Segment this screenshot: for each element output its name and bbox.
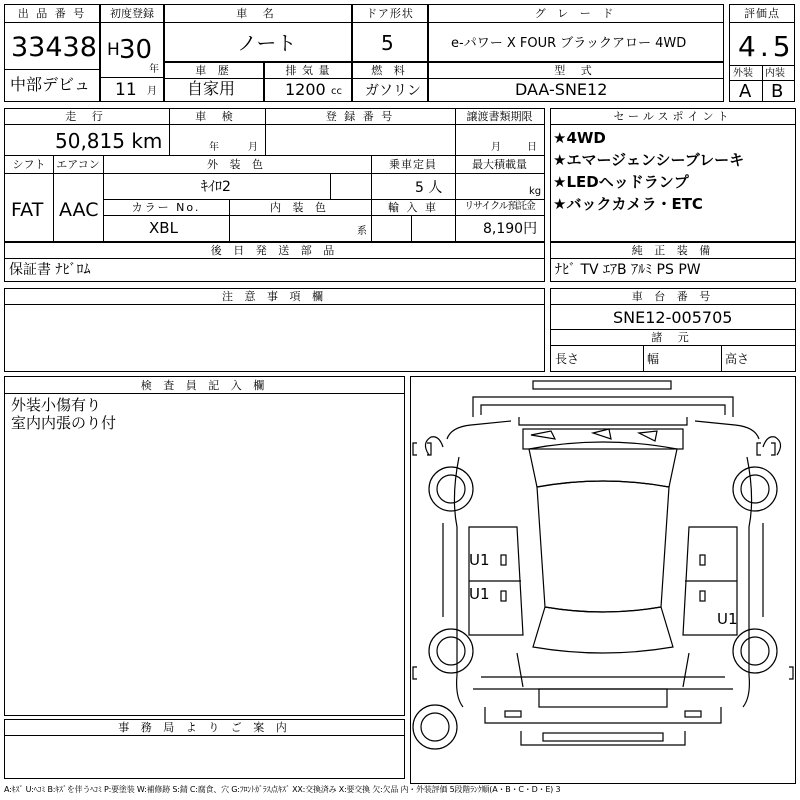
exterior-grade: A [739,81,752,102]
exterior-color: ｷｲﾛ2 [201,179,231,195]
capacity: 5 人 [415,180,443,196]
exterior-label: 外装 [733,68,753,79]
score-box [729,4,795,102]
notes-label: 注 意 事 項 欄 [222,290,327,303]
equipment-box [550,242,796,282]
model: DAA-SNE12 [515,80,608,99]
fuel-label: 燃 料 [371,64,409,77]
damage-mark: U1 [469,551,490,569]
displacement-label: 排 気 量 [285,64,331,77]
year-unit: 年 [149,64,159,75]
mileage: 50,815 km [55,129,163,153]
lot-number: 33438 [11,32,97,63]
door-box [352,4,428,62]
sales-point-item: ★バックカメラ・ETC [553,195,703,213]
inspector-note: 室内内張のり付 [11,414,117,432]
interior-color-unit: 系 [357,226,367,237]
era: H [107,40,120,60]
shift: FAT [11,199,44,221]
history: 自家用 [187,79,236,98]
car-name-label: 車 名 [236,7,280,20]
accessories-label: 後 日 発 送 部 品 [210,244,339,257]
damage-mark: U1 [469,585,490,603]
model-box [428,62,724,102]
door-label: ドア形状 [366,7,414,20]
notes-box [4,288,545,372]
inspector-note: 外装小傷有り [11,396,102,414]
fuel-box [352,62,428,102]
sales-point-item: ★LEDヘッドランプ [553,173,689,191]
damage-legend: A:ｷｽﾞ U:ﾍｺﾐ B:ｷｽﾞを伴うﾍｺﾐ P:要塗装 W:補修跡 S:錆 C:腐食、穴 G:ﾌﾛﾝﾄｶﾞﾗｽ点ｷｽﾞ XX:交換済み X:要交換 欠:欠品 内・外装評価 5段階ﾗﾝｸ順(A・B・C・D・E) 3 [4,785,561,794]
sales-point-item: ★エマージェンシーブレーキ [553,151,745,169]
lot-number-box [4,4,100,102]
interior-label: 内装 [765,68,785,79]
car-name: ノート [237,31,297,55]
color-label: 外 装 色 [207,158,267,171]
lot-label: 出 品 番 号 [17,7,87,20]
displacement-unit: cc [331,86,342,97]
venue: 中部デビュ [10,75,91,94]
month-unit: 月 [147,86,157,97]
interior-color-label: 内 装 色 [270,201,330,214]
car-outline [411,377,795,783]
car-damage-diagram [410,376,796,784]
displacement-box [264,62,352,102]
inspector-label: 検 査 員 記 入 欄 [140,379,269,392]
first-reg-label: 初度登録 [110,7,154,20]
recycle-label: リサイクル預託金 [464,201,535,212]
inspection-month-unit: 月 [248,142,258,153]
office-box [4,719,405,779]
recycle-fee: 8,190円 [483,221,538,237]
displacement: 1200 [285,80,326,99]
load-label: 最大積載量 [472,158,527,171]
ac-label: エアコン [56,158,100,171]
transfer-label: 譲渡書類期限 [466,110,533,123]
score-label: 評価点 [744,7,780,20]
accessories: 保証書 ﾅﾋﾞﾛﾑ [9,262,91,278]
transfer-day-unit: 日 [527,142,537,153]
fuel: ガソリン [365,83,421,99]
color-no-label: カラー No. [131,201,201,214]
length-label: 長さ [555,352,580,366]
model-label: 型 式 [554,64,598,77]
inspection-label: 車 検 [195,110,239,123]
shift-label: シフト [12,158,46,171]
grade-label: グ レ ー ド [534,7,618,20]
accessories-box [4,242,545,282]
sales-points-box [550,108,796,242]
car-name-box [164,4,352,62]
history-box [164,62,264,102]
door-count: 5 [381,31,394,55]
width-label: 幅 [647,352,660,366]
color-number: XBL [149,219,178,237]
chassis-box [550,288,796,372]
capacity-label: 乗車定員 [389,158,437,171]
mileage-label: 走 行 [65,110,109,123]
import-label: 輸 入 車 [388,201,438,214]
specs-block [4,108,545,242]
transfer-month-unit: 月 [491,142,501,153]
plate-label: 登 録 番 号 [325,110,395,123]
sales-points-label: セールスポイント [613,110,733,123]
interior-grade: B [771,81,784,102]
first-registration-box [100,4,164,102]
grade: e-パワー X FOUR ブラックアロー 4WD [451,36,687,51]
load-unit: kg [529,186,542,197]
reg-year: 30 [119,35,153,65]
damage-mark: U1 [717,610,738,628]
inspector-box [4,376,405,716]
dims-label: 諸 元 [651,331,695,344]
chassis-number: SNE12-005705 [613,308,733,327]
height-label: 高さ [725,352,750,366]
inspection-year-unit: 年 [209,142,219,153]
history-label: 車 歴 [195,64,233,77]
equipment-label: 純 正 装 備 [631,244,715,257]
score: 4.5 [738,30,795,63]
ac: AAC [59,199,99,221]
grade-box [428,4,724,62]
office-label: 事 務 局 よ り ご 案 内 [118,721,291,734]
chassis-label: 車 台 番 号 [631,290,715,303]
equipment: ﾅﾋﾞ TV ｴｱB ｱﾙﾐ PS PW [555,262,701,278]
reg-month: 11 [115,80,137,100]
sales-point-item: ★4WD [553,129,606,147]
